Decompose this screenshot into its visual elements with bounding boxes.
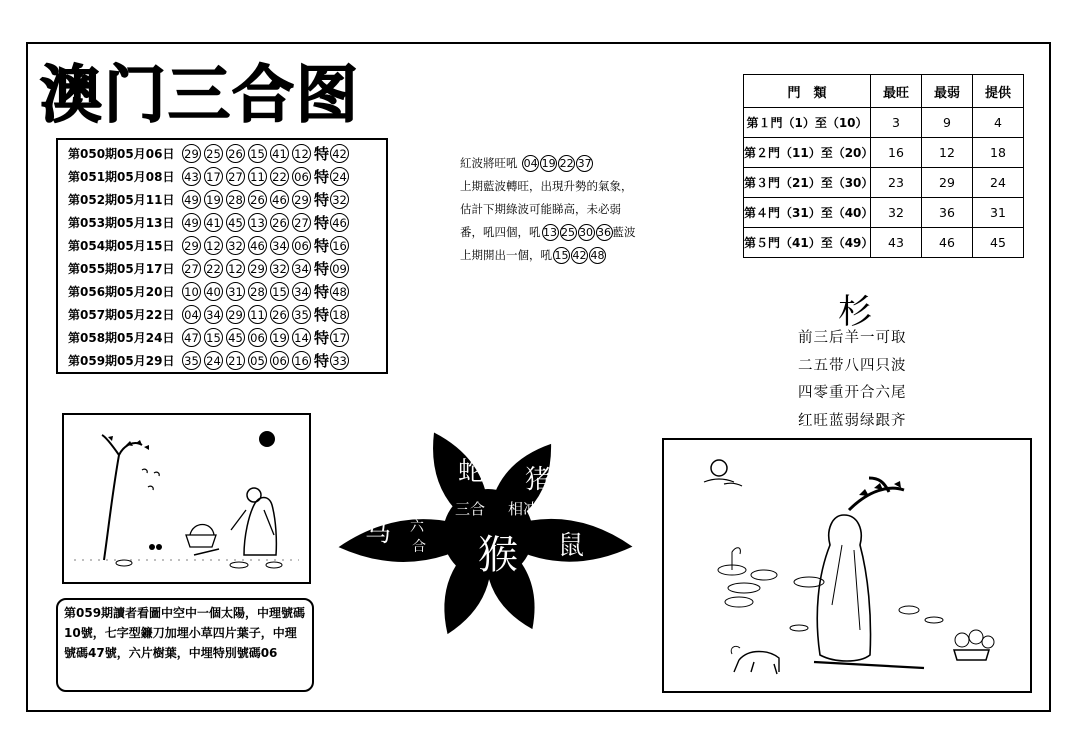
draw-period-label: 第052期05月11日 [68,193,175,207]
special-label: 特 [314,168,330,186]
analysis-text: 番，吼四個，吼 [460,225,541,239]
draw-results-table [56,138,388,374]
special-number: 46 [330,213,349,232]
header-door: 門 類 [744,75,871,108]
draw-row [68,257,386,280]
door-value: 24 [973,168,1024,198]
door-range: 第２門（11）至（20） [744,138,871,168]
draw-number: 49 [182,213,201,232]
wave-analysis-text [460,152,660,267]
label-sanhe: 三合 [455,500,486,518]
analysis-line-2: 上期藍波轉旺，出現升勢的氣象， [460,179,633,193]
draw-number: 10 [182,282,201,301]
draw-number: 15 [248,144,267,163]
draw-number: 34 [292,259,311,278]
draw-period-label: 第057期05月22日 [68,308,175,322]
draw-number: 29 [248,259,267,278]
door-value: 3 [871,108,922,138]
special-number: 18 [330,305,349,324]
wave-number: 30 [579,226,593,239]
door-value: 32 [871,198,922,228]
draw-number: 11 [248,305,267,324]
door-value: 16 [871,138,922,168]
label-liuhe-2: 合 [412,539,426,555]
door-range: 第１門（1）至（10） [744,108,871,138]
door-row [744,228,1024,258]
draw-number: 15 [204,328,223,347]
door-range: 第３門（21）至（30） [744,168,871,198]
door-value: 36 [922,198,973,228]
gardener-illustration [64,415,309,582]
draw-number: 32 [270,259,289,278]
analysis-line-4 [460,221,660,244]
wave-number: 42 [572,249,587,262]
draw-number: 31 [226,282,245,301]
draw-number: 45 [226,213,245,232]
header-provided: 提供 [973,75,1024,108]
draw-number: 21 [226,351,245,370]
zodiac-pig: 猪 [525,465,552,495]
wave-number: 22 [559,157,574,170]
draw-number: 43 [182,167,201,186]
draw-row [68,165,386,188]
draw-number: 24 [204,351,223,370]
draw-period-label: 第054期05月15日 [68,239,175,253]
draw-number: 26 [270,213,289,232]
label-liuhe-1: 六 [410,519,424,535]
draw-number: 41 [270,144,289,163]
header-weakest: 最弱 [922,75,973,108]
draw-number: 26 [248,190,267,209]
draw-number: 28 [226,190,245,209]
analysis-line-3: 估計下期綠波可能睇高，未必弱 [460,202,621,216]
poem-title: 杉 [838,292,872,332]
draw-number: 27 [226,167,245,186]
door-value: 31 [973,198,1024,228]
draw-number: 06 [270,351,289,370]
special-label: 特 [314,145,330,163]
draw-number: 13 [248,213,267,232]
draw-number: 06 [292,167,311,186]
draw-number: 26 [226,144,245,163]
analysis-line-1 [460,152,660,175]
draw-number: 40 [204,282,223,301]
wave-number: 13 [543,226,557,239]
ball-group [541,225,613,239]
flower-svg [330,416,640,646]
draw-number: 29 [226,305,245,324]
analysis-text: 藍波 [612,225,636,239]
special-number: 33 [330,351,349,370]
special-label: 特 [314,352,330,370]
wave-number: 48 [590,249,605,262]
wave-number: 25 [561,226,575,239]
poem-line: 红旺蓝弱绿跟齐 [798,412,907,429]
door-value: 4 [973,108,1024,138]
poem [798,325,907,435]
special-number: 16 [330,236,349,255]
draw-number: 28 [248,282,267,301]
draw-row [68,234,386,257]
draw-number: 19 [204,190,223,209]
draw-number: 06 [248,328,267,347]
draw-number: 34 [204,305,223,324]
draw-number: 47 [182,328,201,347]
special-label: 特 [314,306,330,324]
analysis-text: 上期開出一個，吼 [460,248,552,262]
header-hottest: 最旺 [871,75,922,108]
draw-period-label: 第055期05月17日 [68,262,175,276]
door-row [744,138,1024,168]
ball-group [552,248,606,262]
draw-number: 29 [182,144,201,163]
draw-number: 12 [292,144,311,163]
poem-line: 四零重开合六尾 [798,385,907,401]
draw-period-label: 第051期05月08日 [68,170,175,184]
special-number: 09 [330,259,349,278]
door-value: 18 [973,138,1024,168]
draw-row [68,303,386,326]
draw-number: 22 [204,259,223,278]
draw-number: 27 [292,213,311,232]
draw-row [68,280,386,303]
draw-number: 16 [292,351,311,370]
draw-number: 12 [204,236,223,255]
door-value: 23 [871,168,922,198]
draw-row [68,142,386,165]
draw-number: 05 [248,351,267,370]
zodiac-snake: 蛇 [458,457,485,487]
special-number: 17 [330,328,349,347]
analysis-line-5 [460,244,660,267]
draw-number: 32 [226,236,245,255]
draw-period-label: 第053期05月13日 [68,216,175,230]
draw-number: 34 [292,282,311,301]
draw-number: 19 [270,328,289,347]
zodiac-monkey: 猴 [478,532,518,578]
special-label: 特 [314,329,330,347]
zodiac-horse: 马 [365,518,392,548]
draw-number: 26 [270,305,289,324]
analysis-text: 紅波將旺吼 [460,156,518,170]
wave-number: 15 [554,249,569,262]
zodiac-flower [330,416,640,650]
special-number: 32 [330,190,349,209]
draw-number: 34 [270,236,289,255]
page-title: 澳门三合图 [40,58,361,131]
door-value: 45 [973,228,1024,258]
draw-number: 35 [292,305,311,324]
draw-period-label: 第056期05月20日 [68,285,175,299]
special-number: 48 [330,282,349,301]
wave-number: 36 [597,226,611,239]
draw-number: 22 [270,167,289,186]
draw-row [68,349,386,372]
door-range: 第４門（31）至（40） [744,198,871,228]
door-statistics-table [743,74,1024,258]
riddle-picture-gardener [62,413,311,584]
wave-number: 37 [577,157,592,170]
door-table-header [744,75,1024,108]
moon-icon [711,460,727,476]
special-label: 特 [314,191,330,209]
draw-number: 35 [182,351,201,370]
old-man-illustration [664,440,1030,691]
draw-number: 27 [182,259,201,278]
draw-number: 04 [182,305,201,324]
draw-number: 11 [248,167,267,186]
draw-number: 15 [270,282,289,301]
door-value: 12 [922,138,973,168]
draw-number: 45 [226,328,245,347]
special-label: 特 [314,214,330,232]
draw-number: 06 [292,236,311,255]
door-row [744,198,1024,228]
sun-icon [259,431,275,447]
poem-line: 二五带八四只波 [798,357,907,374]
draw-row [68,326,386,349]
draw-number: 29 [182,236,201,255]
special-label: 特 [314,260,330,278]
draw-number: 41 [204,213,223,232]
door-value: 46 [922,228,973,258]
draw-period-label: 第050期05月06日 [68,147,175,161]
door-value: 9 [922,108,973,138]
draw-number: 29 [292,190,311,209]
draw-number: 46 [248,236,267,255]
draw-row [68,188,386,211]
draw-number: 46 [270,190,289,209]
draw-row [68,211,386,234]
ball-group [521,156,593,170]
draw-number: 25 [204,144,223,163]
special-number: 42 [330,144,349,163]
special-label: 特 [314,237,330,255]
door-row [744,108,1024,138]
wave-number: 04 [523,157,538,170]
door-row [744,168,1024,198]
riddle-note: 第059期讀者看圖中空中一個太陽，中理號碼10號，七字型鐮刀加埋小草四片葉子，中理號碼47號，六片樹葉，中埋特別號碼06 [56,598,314,692]
door-value: 43 [871,228,922,258]
poem-line: 前三后羊一可取 [798,330,907,346]
special-label: 特 [314,283,330,301]
zodiac-rat: 鼠 [558,531,585,561]
draw-period-label: 第059期05月29日 [68,354,175,368]
draw-number: 17 [204,167,223,186]
draw-number: 12 [226,259,245,278]
door-value: 29 [922,168,973,198]
label-xiangchong: 相冲 [508,500,539,518]
special-number: 24 [330,167,349,186]
door-range: 第５門（41）至（49） [744,228,871,258]
draw-number: 14 [292,328,311,347]
draw-period-label: 第058期05月24日 [68,331,175,345]
draw-number: 49 [182,190,201,209]
wave-number: 19 [541,157,556,170]
riddle-picture-old-man [662,438,1032,693]
